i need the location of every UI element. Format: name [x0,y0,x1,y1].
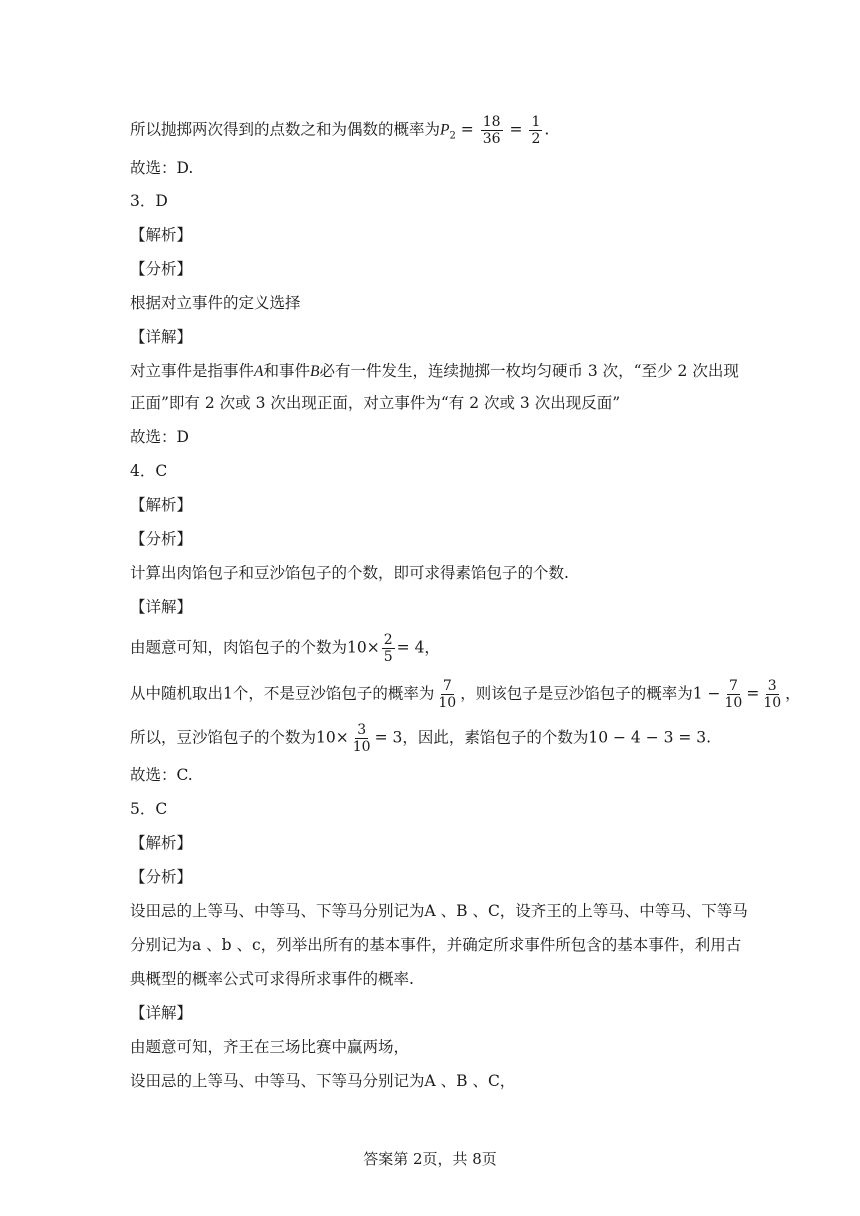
section-heading: 【解析】 [130,226,193,244]
text: 所以抛掷两次得到的点数之和为偶数的概率为 [130,120,441,139]
math-eq: = [509,120,523,139]
paragraph-line: 设田忌的上等马、中等马、下等马分别记为A 、B 、C，设齐王的上等马、中等马、下等马 [130,902,748,920]
fraction [481,114,503,147]
denominator: 10 [352,739,371,755]
page-footer: 答案第 2页，共 8页 [363,1150,497,1168]
numerator: 18 [482,114,501,130]
fraction [761,678,783,711]
denominator: 2 [531,131,541,147]
denominator: 10 [438,695,457,711]
section-heading: 【解析】 [130,496,193,514]
section-heading: 【分析】 [130,260,193,278]
fraction [351,722,373,755]
fraction [529,114,542,147]
answer-line: 故选：D [130,428,189,446]
question-number: 4．C [130,462,168,480]
math-eq: = [460,120,474,139]
paragraph-line: 根据对立事件的定义选择 [130,294,301,312]
paragraph-line: 由题意可知，齐王在三场比赛中赢两场， [130,1038,410,1056]
fraction [436,678,458,711]
denominator: 10 [763,695,782,711]
section-heading: 【分析】 [130,530,193,548]
paragraph-line: 正面”即有 2 次或 3 次出现正面，对立事件为“有 2 次或 3 次出现反面” [130,394,621,412]
paragraph-line [130,360,739,383]
numerator: 1 [531,114,541,130]
section-heading: 【分析】 [130,868,193,886]
numerator: 7 [442,678,452,694]
section-heading: 【详解】 [130,328,193,346]
text: 对立事件是指事件 [130,362,255,380]
text: ， [785,684,801,703]
text: 和事件 [263,362,310,380]
math: = [746,684,760,703]
math-var: P [440,121,450,139]
text: 必有一件发生，连续抛掷一枚均匀硬币 3 次，“至少 2 次出现 [319,362,739,380]
section-heading: 【解析】 [130,834,193,852]
text: ，则该包子是豆沙馅包子的概率为1 − [460,684,721,703]
fraction [722,678,744,711]
math: 10× [316,728,349,747]
math-var: A [254,363,264,380]
paragraph-line: 设田忌的上等马、中等马、下等马分别记为A 、B 、C， [130,1072,516,1090]
line-probability-result [130,114,549,148]
section-heading: 【详解】 [130,598,193,616]
numerator: 7 [728,678,738,694]
text: 由题意可知，肉馅包子的个数为 [130,638,348,657]
paragraph-line [130,678,801,711]
text: 所以，豆沙馅包子的个数为 [130,728,317,747]
paragraph-line: 分别记为a 、b 、c，列举出所有的基本事件，并确定所求事件所包含的基本事件，利用古 [130,936,742,954]
denominator: 5 [383,649,393,665]
question-number: 3．D [130,192,168,210]
denominator: 36 [482,131,501,147]
question-number: 5．C [130,800,168,818]
paragraph-line: 计算出肉馅包子和豆沙馅包子的个数，即可求得素馅包子的个数. [130,564,569,582]
text: = 3，因此，素馅包子的个数为10 − 4 − 3 = 3. [374,728,712,747]
fraction [382,632,395,665]
math: = 4， [396,638,440,657]
answer-line: 故选：D. [130,159,194,177]
numerator: 3 [357,722,367,738]
answer-line: 故选：C. [130,766,193,784]
text: 从中随机取出1个，不是豆沙馅包子的概率为 [130,684,435,703]
math-sub: 2 [449,130,456,142]
numerator: 2 [383,632,393,648]
math: 10× [347,638,380,657]
math-var: B [310,363,320,380]
paragraph-line: 典概型的概率公式可求得所求事件的概率. [130,970,414,988]
text: . [544,120,550,139]
denominator: 10 [724,695,743,711]
section-heading: 【详解】 [130,1004,193,1022]
numerator: 3 [767,678,777,694]
paragraph-line [130,722,711,755]
paragraph-line [130,632,440,665]
